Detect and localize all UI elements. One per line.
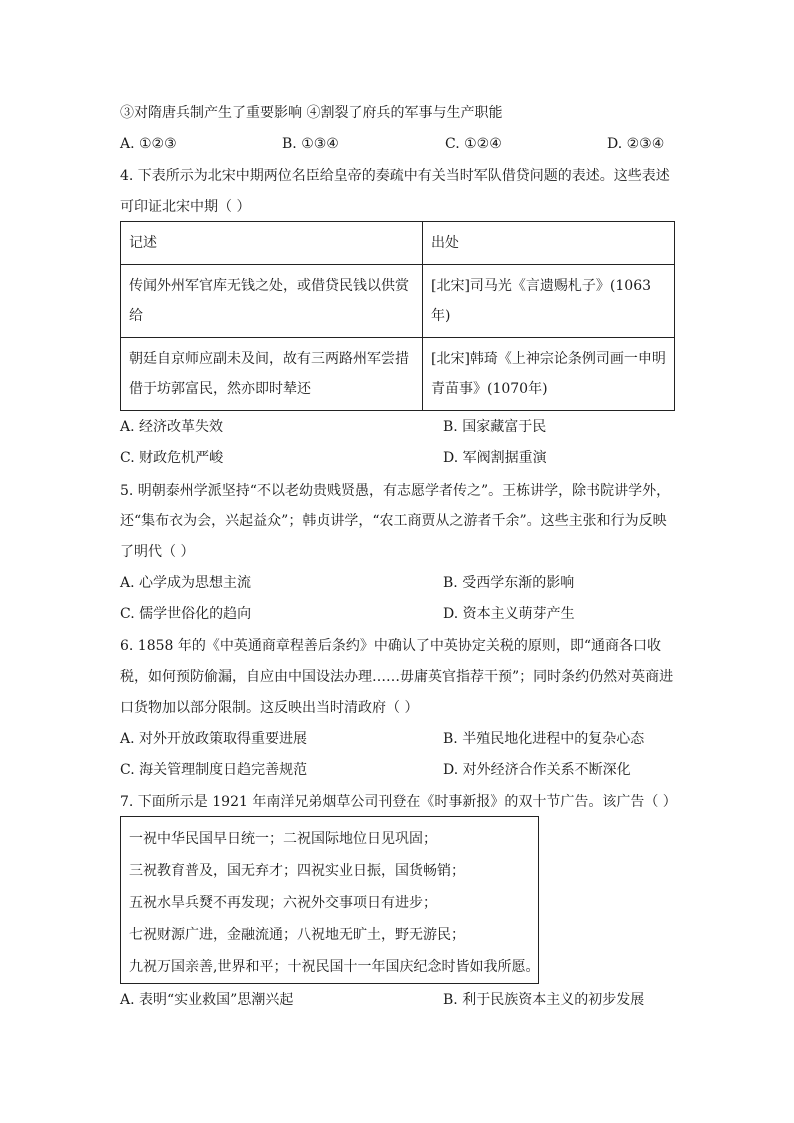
q5-option-d[interactable]: D. 资本主义萌芽产生 <box>443 606 575 622</box>
table-row <box>121 338 675 411</box>
q7-option-b[interactable]: B. 利于民族资本主义的初步发展 <box>443 992 645 1008</box>
q4-option-a[interactable]: A. 经济改革失效 <box>120 419 224 435</box>
q3-statement-tail: ③对隋唐兵制产生了重要影响 ④割裂了府兵的军事与生产职能 <box>120 105 503 121</box>
q4-source-line: 年) <box>431 308 451 324</box>
q5-option-a[interactable]: A. 心学成为思想主流 <box>120 575 252 591</box>
q4-stem-line1: 4. 下表所示为北宋中期两位名臣给皇帝的奏疏中有关当时军队借贷问题的表述。这些表述 <box>120 168 670 184</box>
q4-source-cell <box>423 338 675 411</box>
q4-record-line: 传闻外州军官库无钱之处，或借贷民钱以供赏 <box>129 278 409 294</box>
q4-header-source: 出处 <box>423 222 675 265</box>
q4-header-record: 记述 <box>121 222 423 265</box>
q5-option-c[interactable]: C. 儒学世俗化的趋向 <box>120 606 252 622</box>
q3-option-b[interactable]: B. ①③④ <box>282 136 339 152</box>
q6-stem-line1: 6. 1858 年的《中英通商章程善后条约》中确认了中英协定关税的原则，即“通商各口收 <box>120 638 662 654</box>
q4-table-header-row <box>121 222 675 265</box>
q4-option-d[interactable]: D. 军阀割据重演 <box>443 450 547 466</box>
q7-option-a[interactable]: A. 表明“实业救国”思潮兴起 <box>120 992 294 1008</box>
q4-table <box>120 221 675 411</box>
q6-option-c[interactable]: C. 海关管理制度日趋完善规范 <box>120 762 308 778</box>
q4-source-line: [北宋]司马光《言遗赐札子》(1063 <box>431 278 652 294</box>
q4-source-line: 青苗事》(1070年) <box>431 381 548 397</box>
q4-option-c[interactable]: C. 财政危机严峻 <box>120 450 224 466</box>
q7-ad-line: 一祝中华民国早日统一；二祝国际地位日见巩固； <box>129 831 437 847</box>
q6-option-a[interactable]: A. 对外开放政策取得重要进展 <box>120 731 308 747</box>
q4-record-cell <box>121 338 423 411</box>
q5-option-b[interactable]: B. 受西学东渐的影响 <box>443 575 575 591</box>
q3-option-d[interactable]: D. ②③④ <box>607 136 665 152</box>
q7-ad-line: 五祝水旱兵燹不再发现；六祝外交事项日有进步； <box>129 895 437 911</box>
q3-option-a[interactable]: A. ①②③ <box>120 136 177 152</box>
q5-stem-line2: 还“集布衣为会，兴起益众”；韩贞讲学，“农工商贾从之游者千余”。这些主张和行为反映 <box>120 513 667 529</box>
q4-stem-line2: 可印证北宋中期（ ） <box>120 199 251 215</box>
q4-record-line: 朝廷自京师应副未及间，故有三两路州军尝措 <box>129 351 409 367</box>
q7-advertisement-box <box>120 816 539 984</box>
q7-ad-line: 九祝万国亲善,世界和平；十祝民国十一年国庆纪念时皆如我所愿。 <box>129 959 540 975</box>
q3-option-c[interactable]: C. ①②④ <box>445 136 502 152</box>
q4-record-line: 给 <box>129 308 143 324</box>
q4-source-cell <box>423 265 675 338</box>
q4-record-cell <box>121 265 423 338</box>
q5-stem-line3: 了明代（ ） <box>120 544 195 560</box>
q5-stem-line1: 5. 明朝泰州学派坚持“不以老幼贵贱贤愚，有志愿学者传之”。王栋讲学，除书院讲学外， <box>120 483 671 499</box>
q7-stem-line1: 7. 下面所示是 1921 年南洋兄弟烟草公司刊登在《时事新报》的双十节广告。该广告（ ） <box>120 794 677 810</box>
q4-source-line: [北宋]韩琦《上神宗论条例司画一申明 <box>431 351 666 367</box>
q4-option-b[interactable]: B. 国家藏富于民 <box>443 419 547 435</box>
q4-record-line: 借于坊郭富民，然亦即时辇还 <box>129 381 311 397</box>
q7-ad-line: 三祝教育普及，国无弃才；四祝实业日振，国货畅销； <box>129 863 465 879</box>
q6-stem-line3: 口货物加以部分限制。这反映出当时清政府（ ） <box>120 700 419 716</box>
q6-option-b[interactable]: B. 半殖民地化进程中的复杂心态 <box>443 731 645 747</box>
q6-option-d[interactable]: D. 对外经济合作关系不断深化 <box>443 762 631 778</box>
q7-ad-line: 七祝财源广进，金融流通；八祝地无旷土，野无游民； <box>129 927 465 943</box>
table-row <box>121 265 675 338</box>
q6-stem-line2: 税，如何预防偷漏，自应由中国设法办理……毋庸英官指荐干预”；同时条约仍然对英商进 <box>120 669 674 685</box>
